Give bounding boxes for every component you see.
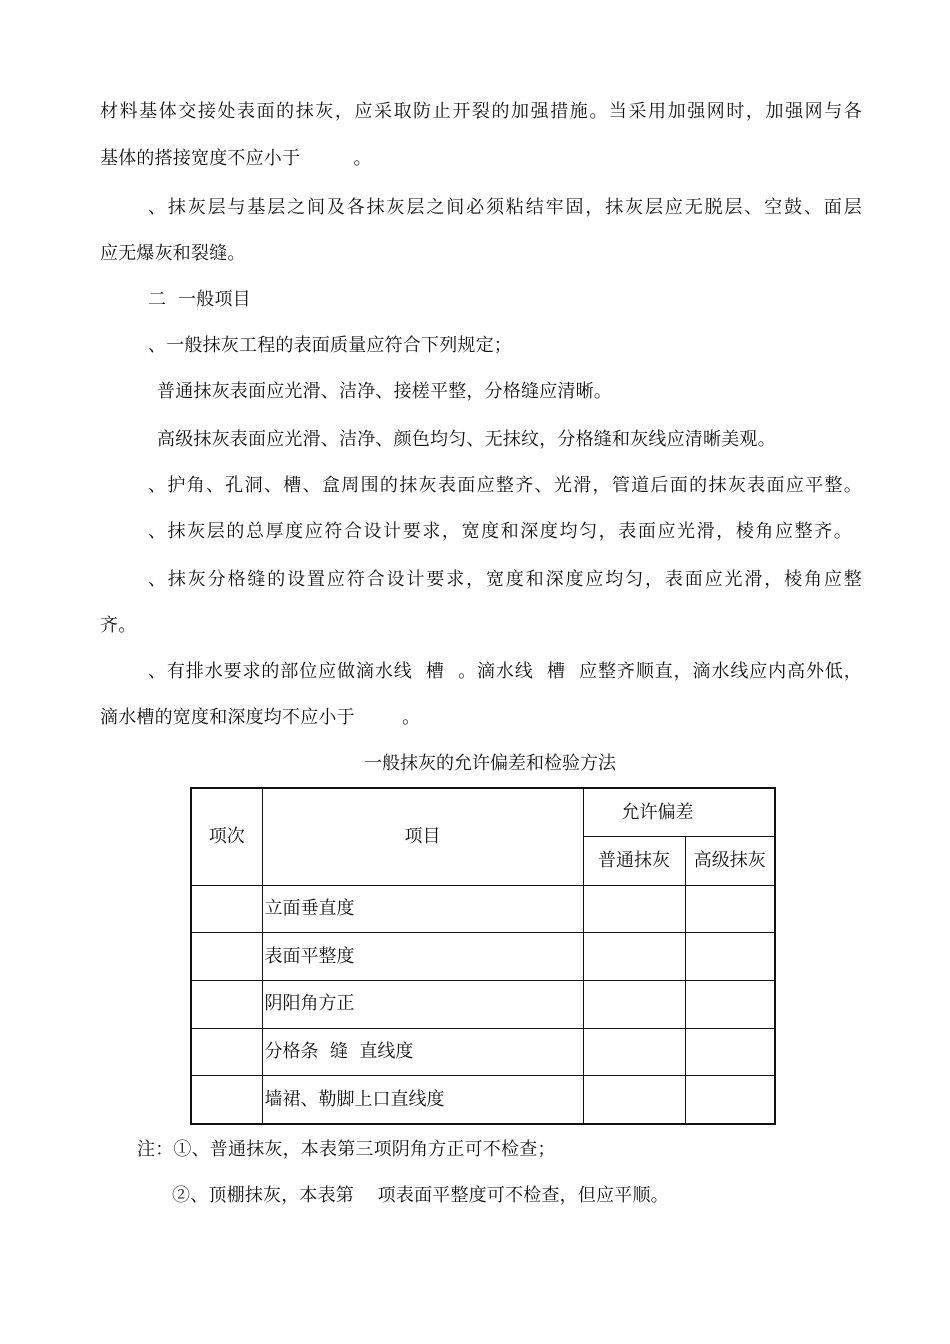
paragraph-6-line-1: 、抹灰分格缝的设置应符合设计要求，宽度和深度应均匀，表面应光滑，棱角应整: [148, 569, 862, 590]
row-advanced: [685, 885, 775, 933]
row-item: 墙裙、勒脚上口直线度: [262, 1076, 583, 1124]
note-2: ②、顶棚抹灰，本表第 项表面平整度可不检查，但应平顺。: [172, 1185, 669, 1206]
row-item: 阴阳角方正: [262, 981, 583, 1029]
row-normal: [583, 1076, 685, 1124]
row-item: 表面平整度: [262, 933, 583, 981]
paragraph-5: 、抹灰层的总厚度应符合设计要求，宽度和深度均匀，表面应光滑，棱角应整齐。: [148, 521, 852, 542]
row-index: [191, 885, 262, 933]
row-index: [191, 933, 262, 981]
row-item: 立面垂直度: [262, 885, 583, 933]
row-normal: [583, 981, 685, 1029]
paragraph-3: 、一般抹灰工程的表面质量应符合下列规定；: [148, 335, 512, 356]
table-row: [191, 933, 775, 981]
note-1: 注：①、普通抹灰，本表第三项阴角方正可不检查；: [137, 1139, 556, 1160]
row-normal: [583, 885, 685, 933]
paragraph-3-item-b: 高级抹灰表面应光滑、洁净、颜色均匀、无抹纹，分格缝和灰线应清晰美观。: [157, 429, 776, 450]
header-advanced-plaster: 高级抹灰: [685, 837, 775, 886]
row-advanced: [685, 933, 775, 981]
table-row: [191, 981, 775, 1029]
row-normal: [583, 933, 685, 981]
section-heading: 二 一般项目: [148, 289, 251, 310]
paragraph-6-line-2: 齐。: [100, 615, 137, 636]
paragraph-1-line-2: 基体的搭接宽度不应小于 。: [100, 148, 372, 169]
header-item: 项目: [262, 788, 583, 885]
paragraph-2-line-2: 应无爆灰和裂缝。: [100, 243, 246, 264]
table-row: [191, 885, 775, 933]
header-index: 项次: [191, 788, 262, 885]
row-normal: [583, 1028, 685, 1076]
paragraph-2-line-1: 、抹灰层与基层之间及各抹灰层之间必须粘结牢固，抹灰层应无脱层、空鼓、面层: [148, 197, 862, 218]
header-allowed-deviation: 允许偏差: [583, 788, 775, 837]
row-advanced: [685, 1028, 775, 1076]
row-item: 分格条 缝 直线度: [262, 1028, 583, 1076]
paragraph-4: 、护角、孔洞、槽、盒周围的抹灰表面应整齐、光滑，管道后面的抹灰表面应平整。: [148, 475, 862, 496]
row-advanced: [685, 1076, 775, 1124]
deviation-table: [190, 787, 776, 1125]
table-row: [191, 1076, 775, 1124]
paragraph-7-line-2: 滴水槽的宽度和深度均不应小于 。: [100, 707, 421, 728]
row-advanced: [685, 981, 775, 1029]
paragraph-7-line-1: 、有排水要求的部位应做滴水线 槽 。滴水线 槽 应整齐顺直，滴水线应内高外低，: [148, 661, 862, 682]
paragraph-1-line-1: 材料基体交接处表面的抹灰，应采取防止开裂的加强措施。当采用加强网时，加强网与各: [100, 101, 862, 122]
row-index: [191, 1076, 262, 1124]
row-index: [191, 981, 262, 1029]
header-normal-plaster: 普通抹灰: [583, 837, 685, 886]
paragraph-3-item-a: 普通抹灰表面应光滑、洁净、接槎平整，分格缝应清晰。: [157, 381, 612, 402]
table-caption: 一般抹灰的允许偏差和检验方法: [364, 753, 616, 774]
table-row: [191, 1028, 775, 1076]
row-index: [191, 1028, 262, 1076]
